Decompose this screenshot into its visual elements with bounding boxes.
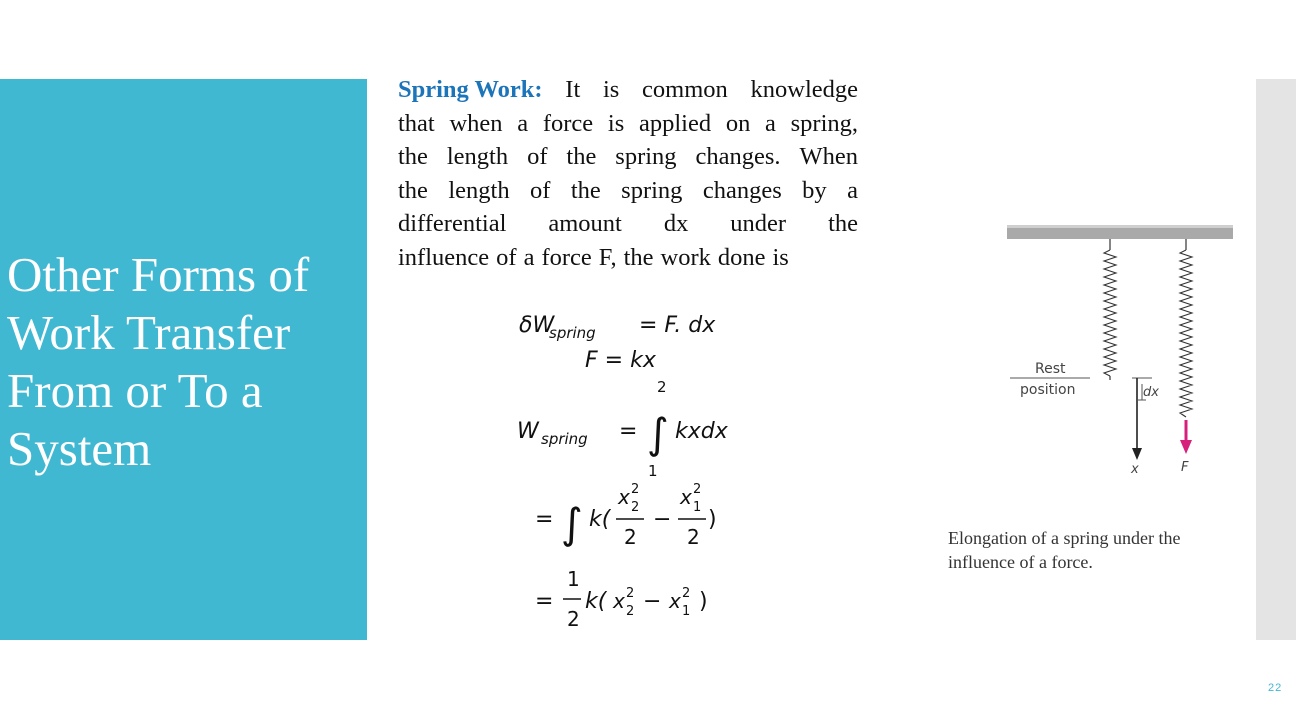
word: length <box>446 143 509 171</box>
equation-hooke-law: F = kx <box>585 348 656 373</box>
word: amount <box>548 210 622 238</box>
rest-label: Rest <box>1035 361 1066 377</box>
minus-sign: − <box>643 589 662 614</box>
word: of <box>527 143 548 171</box>
word: of <box>496 243 517 271</box>
x-term: x <box>613 589 625 613</box>
paragraph-line <box>398 107 858 141</box>
word: of <box>530 176 551 204</box>
denominator: 2 <box>624 525 637 549</box>
word: the <box>623 243 654 271</box>
word: a <box>847 176 858 204</box>
word: influence <box>398 243 490 271</box>
word: common <box>642 76 728 103</box>
page-number: 22 <box>1268 682 1283 694</box>
equation-work-integral <box>517 378 729 480</box>
word: dx <box>663 210 689 238</box>
word: is <box>602 76 620 103</box>
word: is <box>607 109 625 137</box>
word: is <box>772 243 789 271</box>
word: the <box>570 176 601 204</box>
minus-sign: − <box>653 507 672 532</box>
superscript: 2 <box>626 586 635 601</box>
denominator: 2 <box>567 607 580 631</box>
superscript: 2 <box>693 482 702 497</box>
superscript: 2 <box>631 482 640 497</box>
lead-term: Spring Work: <box>398 76 543 103</box>
equals-sign: = <box>535 589 554 614</box>
word: the <box>828 210 858 238</box>
spring-work-equations <box>505 300 745 640</box>
caption-line: influence of a force. <box>948 552 1093 572</box>
equation-work-definition <box>519 313 716 342</box>
word: force <box>542 109 594 137</box>
word: work <box>660 243 711 271</box>
integral-sign: ∫ <box>561 499 583 548</box>
spring-diagram <box>1000 220 1240 480</box>
equation-integral-result <box>535 482 717 549</box>
word: that <box>398 109 435 137</box>
word: F, <box>598 243 617 271</box>
title-line: System <box>7 421 152 476</box>
word: a <box>517 109 529 137</box>
force-label: F <box>1181 460 1189 475</box>
subscript: 2 <box>626 604 635 619</box>
title-line: Work Transfer <box>7 305 291 360</box>
coefficient: k( <box>589 507 611 532</box>
title-line: Other Forms of <box>7 247 310 302</box>
numerator: 1 <box>567 567 580 591</box>
word: by <box>802 176 827 204</box>
eq-lhs: W <box>517 419 539 444</box>
numerator-x: x <box>618 485 630 509</box>
equation-final <box>535 567 708 631</box>
integral-sign: ∫ <box>647 409 669 458</box>
word: on <box>725 109 751 137</box>
subscript: 2 <box>631 500 640 515</box>
subscript: 1 <box>693 500 702 515</box>
eq-lhs: δW <box>519 313 555 338</box>
paragraph-line <box>398 73 858 107</box>
word: differential <box>398 210 507 238</box>
eq-rhs: = F. dx <box>639 313 716 338</box>
caption-line: Elongation of a spring under the <box>948 528 1181 548</box>
word: changes <box>702 176 782 204</box>
word: the <box>398 176 428 204</box>
word: changes. <box>695 143 781 171</box>
word: knowledge <box>750 76 858 103</box>
word: It <box>565 76 581 103</box>
spring-stretched <box>1180 250 1192 417</box>
integrand: kxdx <box>675 419 728 444</box>
equals-sign: = <box>619 419 638 444</box>
word: force <box>541 243 592 271</box>
subscript: 1 <box>682 604 691 619</box>
word: length <box>448 176 510 204</box>
equals-sign: = <box>535 507 554 532</box>
paragraph-line <box>398 174 858 208</box>
denominator: 2 <box>687 525 700 549</box>
arrow-head <box>1132 448 1142 460</box>
x-label: x <box>1131 462 1139 477</box>
word: spring <box>621 176 683 204</box>
paragraph-line <box>398 140 858 174</box>
title-line: From or To a <box>7 363 263 418</box>
spring-at-rest <box>1104 250 1116 376</box>
lower-limit: 1 <box>648 462 658 480</box>
paragraph-line <box>398 241 858 275</box>
right-margin-strip <box>1256 79 1296 640</box>
word: When <box>799 143 858 171</box>
numerator-x: x <box>680 485 692 509</box>
word: the <box>398 143 428 171</box>
upper-limit: 2 <box>657 378 667 396</box>
word: spring <box>615 143 677 171</box>
word: applied <box>638 109 712 137</box>
figure-caption <box>948 526 1180 574</box>
coefficient: k( <box>585 589 607 614</box>
word: spring, <box>790 109 858 137</box>
dx-label: dx <box>1143 385 1159 400</box>
word: under <box>730 210 787 238</box>
position-label: position <box>1020 382 1076 398</box>
word: when <box>449 109 503 137</box>
eq-subscript: spring <box>549 324 596 342</box>
x-term: x <box>669 589 681 613</box>
slide-title <box>7 246 362 478</box>
superscript: 2 <box>682 586 691 601</box>
word: the <box>566 143 597 171</box>
word: a <box>523 243 535 271</box>
close-paren: ) <box>699 589 708 614</box>
close-paren: ) <box>708 507 717 532</box>
paragraph-line <box>398 207 858 241</box>
eq-subscript: spring <box>541 430 588 448</box>
spring-work-paragraph <box>398 73 858 275</box>
word: a <box>765 109 776 137</box>
word: done <box>717 243 766 271</box>
force-arrow-head <box>1180 440 1192 454</box>
